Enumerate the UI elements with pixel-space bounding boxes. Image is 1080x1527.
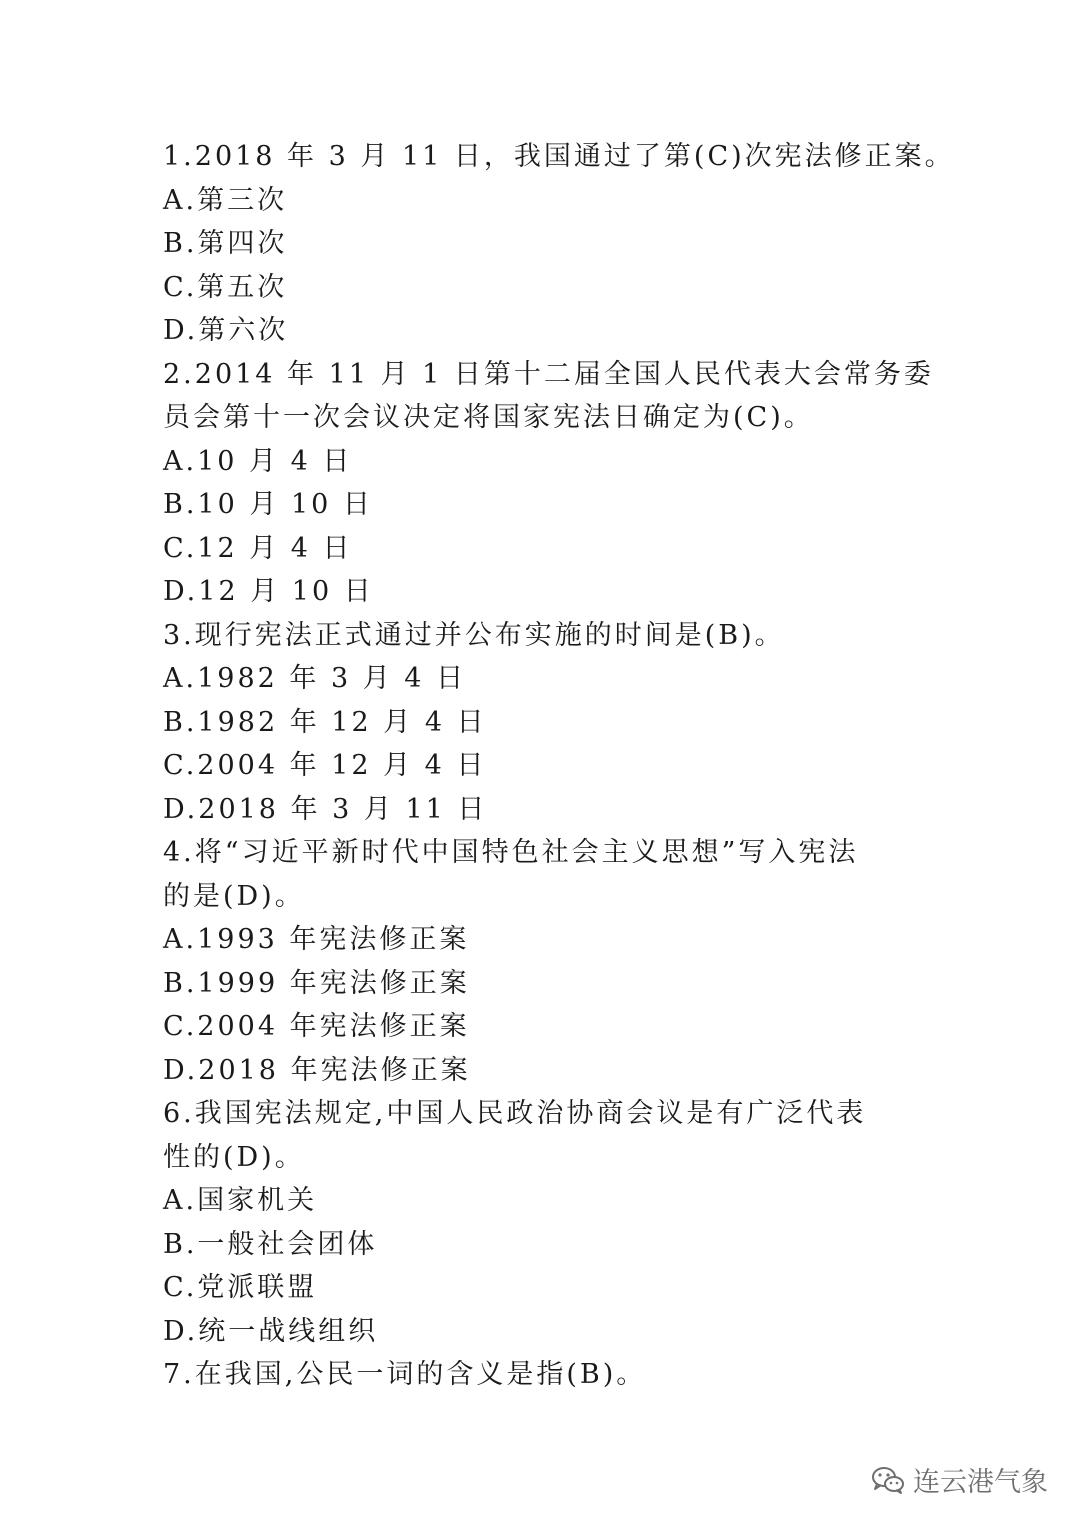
question-2-option-c: C.12 月 4 日 bbox=[163, 532, 353, 564]
question-2-option-d: D.12 月 10 日 bbox=[163, 576, 374, 607]
question-3-option-a: A.1982 年 3 月 4 日 bbox=[163, 663, 467, 694]
question-4-option-c: C.2004 年宪法修正案 bbox=[163, 1011, 470, 1042]
watermark-text: 连云港气象 bbox=[913, 1467, 1048, 1498]
question-3-stem: 3.现行宪法正式通过并公布实施的时间是(B)。 bbox=[163, 619, 785, 651]
wechat-icon bbox=[871, 1465, 905, 1495]
watermark bbox=[871, 1460, 1048, 1499]
question-7-stem: 7.在我国,公民一词的含义是指(B)。 bbox=[163, 1359, 647, 1390]
question-1-stem: 1.2018 年 3 月 11 日，我国通过了第(C)次宪法修正案。 bbox=[163, 141, 955, 172]
question-4-option-a: A.1993 年宪法修正案 bbox=[163, 924, 470, 955]
question-4-option-b: B.1999 年宪法修正案 bbox=[163, 967, 470, 999]
question-6-stem-line-1: 6.我国宪法规定,中国人民政治协商会议是有广泛代表 bbox=[163, 1098, 867, 1129]
question-6-option-c: C.党派联盟 bbox=[163, 1272, 318, 1303]
question-1-option-d: D.第六次 bbox=[163, 315, 289, 346]
question-3-option-d: D.2018 年 3 月 11 日 bbox=[163, 793, 488, 825]
question-6-option-a: A.国家机关 bbox=[163, 1185, 318, 1216]
question-4-stem-line-2: 的是(D)。 bbox=[163, 880, 305, 912]
question-6-stem-line-2: 性的(D)。 bbox=[163, 1141, 305, 1173]
question-6-option-d: D.统一战线组织 bbox=[163, 1315, 379, 1347]
question-2-option-b: B.10 月 10 日 bbox=[163, 489, 373, 520]
question-1-option-b: B.第四次 bbox=[163, 228, 288, 259]
question-3-option-b: B.1982 年 12 月 4 日 bbox=[163, 706, 487, 738]
document-body bbox=[163, 135, 955, 1397]
question-1-option-a: A.第三次 bbox=[163, 184, 288, 216]
question-4-stem-line-1: 4.将“习近平新时代中国特色社会主义思想”写入宪法 bbox=[163, 837, 859, 868]
question-6-option-b: B.一般社会团体 bbox=[163, 1228, 378, 1260]
question-4-option-d: D.2018 年宪法修正案 bbox=[163, 1054, 471, 1086]
question-3-option-c: C.2004 年 12 月 4 日 bbox=[163, 750, 487, 781]
question-1-option-c: C.第五次 bbox=[163, 271, 288, 303]
question-2-stem-line-2: 员会第十一次会议决定将国家宪法日确定为(C)。 bbox=[163, 402, 814, 433]
question-2-option-a: A.10 月 4 日 bbox=[163, 445, 353, 477]
question-2-stem-line-1: 2.2014 年 11 月 1 日第十二届全国人民代表大会常务委 bbox=[163, 358, 934, 390]
